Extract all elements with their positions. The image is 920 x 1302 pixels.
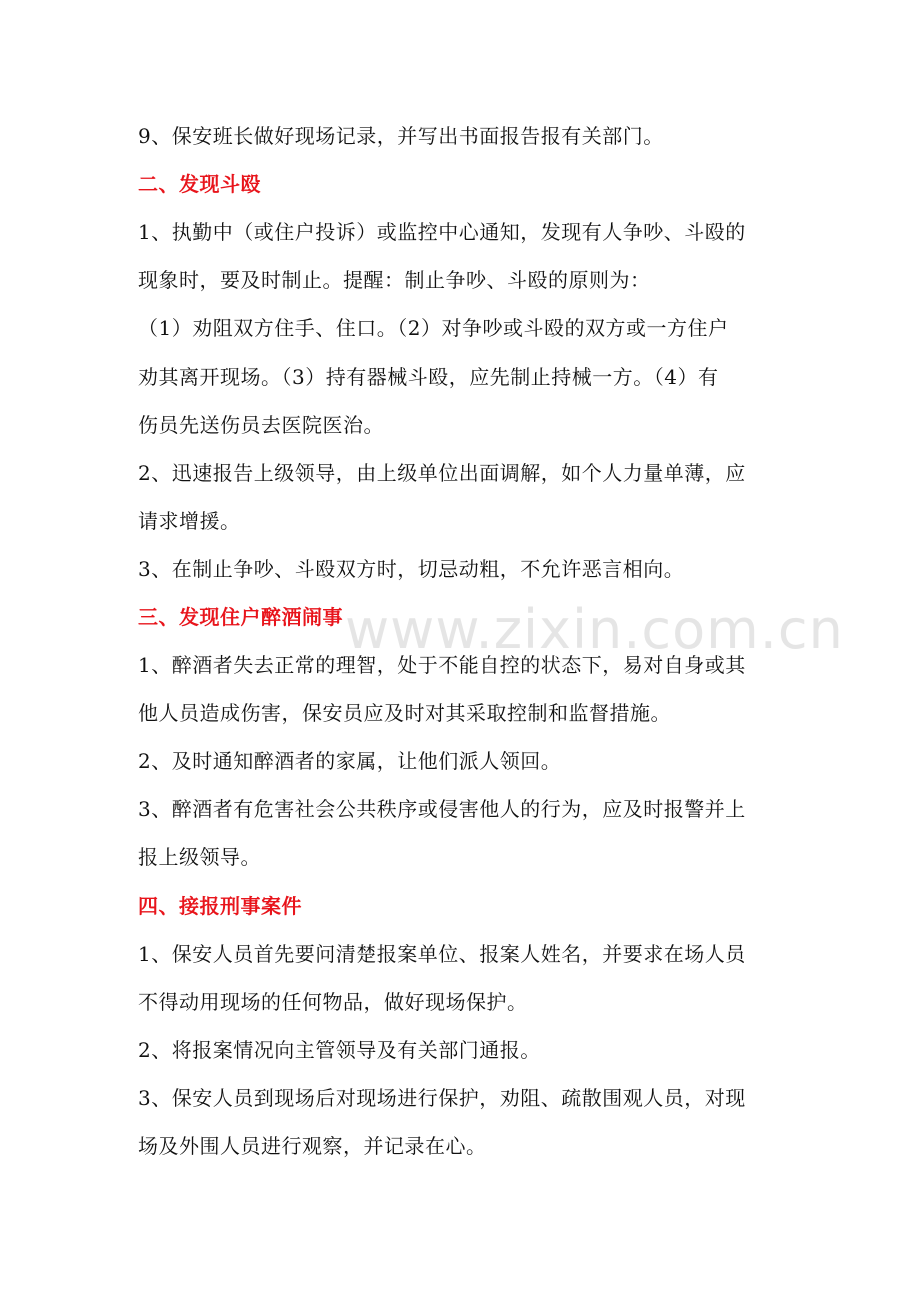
section-heading-3: 三、发现住户醉酒闹事 <box>138 605 343 629</box>
paragraph-line: 劝其离开现场。（3）持有器械斗殴，应先制止持械一方。（4）有 <box>138 365 719 389</box>
paragraph-line: （1）劝阻双方住手、住口。（2）对争吵或斗殴的双方或一方住户 <box>138 316 729 340</box>
paragraph-line: 2、迅速报告上级领导，由上级单位出面调解，如个人力量单薄，应 <box>138 461 746 485</box>
paragraph-line: 1、执勤中（或住户投诉）或监控中心通知，发现有人争吵、斗殴的 <box>138 220 746 244</box>
paragraph-line: 1、保安人员首先要问清楚报案单位、报案人姓名，并要求在场人员 <box>138 942 746 966</box>
paragraph-line: 3、在制止争吵、斗殴双方时，切忌动粗，不允许恶言相向。 <box>138 557 685 581</box>
section-heading-2: 二、发现斗殴 <box>138 172 261 196</box>
paragraph-line: 请求增援。 <box>138 509 241 533</box>
paragraph-line: 3、醉酒者有危害社会公共秩序或侵害他人的行为，应及时报警并上 <box>138 797 746 821</box>
paragraph-line: 2、及时通知醉酒者的家属，让他们派人领回。 <box>138 749 562 773</box>
section-heading-4: 四、接报刑事案件 <box>138 894 302 918</box>
watermark-text: www.zixin.com.cn <box>345 598 844 661</box>
paragraph-line: 9、保安班长做好现场记录，并写出书面报告报有关部门。 <box>138 124 664 148</box>
paragraph-line: 不得动用现场的任何物品，做好现场保护。 <box>138 990 528 1014</box>
paragraph-line: 报上级领导。 <box>138 845 261 869</box>
paragraph-line: 他人员造成伤害，保安员应及时对其采取控制和监督措施。 <box>138 701 671 725</box>
paragraph-line: 3、保安人员到现场后对现场进行保护，劝阻、疏散围观人员，对现 <box>138 1086 746 1110</box>
paragraph-line: 1、醉酒者失去正常的理智，处于不能自控的状态下，易对自身或其 <box>138 653 746 677</box>
paragraph-line: 现象时，要及时制止。提醒：制止争吵、斗殴的原则为： <box>138 268 651 292</box>
paragraph-line: 2、将报案情况向主管领导及有关部门通报。 <box>138 1038 541 1062</box>
paragraph-line: 伤员先送伤员去医院医治。 <box>138 413 384 437</box>
paragraph-line: 场及外围人员进行观察，并记录在心。 <box>138 1134 487 1158</box>
